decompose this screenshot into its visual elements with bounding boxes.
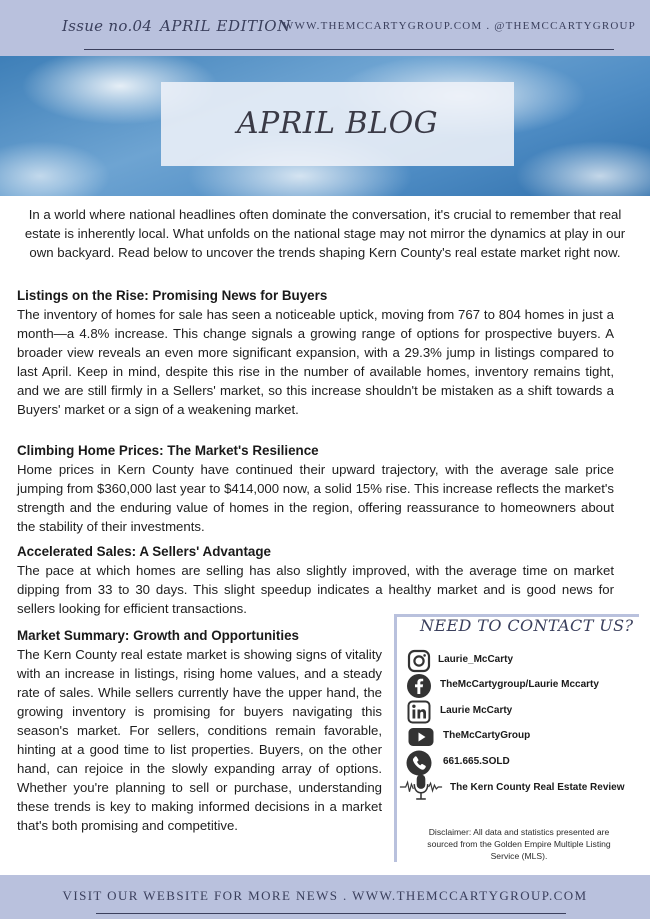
section-heading: Climbing Home Prices: The Market's Resilience — [17, 443, 319, 458]
header-divider — [84, 49, 614, 50]
instagram-icon — [406, 648, 432, 674]
section-sales — [17, 542, 614, 618]
header-website-link[interactable]: WWW.THEMCCARTYGROUP.COM . @THEMCCARTYGROUP — [282, 20, 636, 32]
header-bar — [0, 0, 650, 56]
intro-paragraph: In a world where national headlines often dominate the conversation, it's crucial to remember that real estate is inherently local. What unfolds on the national stage may not mirror the dynamics at play in our own backyard. Read below to uncover the trends shaping Kern County's real estate market right now. — [24, 207, 626, 260]
section-heading: Accelerated Sales: A Sellers' Advantage — [17, 544, 272, 559]
section-listings — [17, 286, 614, 419]
disclaimer-text: Disclaimer: All data and statistics presented are sourced from the Golden Empire Multiple Listing Service (MLS). — [427, 827, 611, 861]
facebook-icon — [406, 673, 432, 699]
podcast-name: The Kern County Real Estate Review — [450, 782, 625, 793]
section-body: The inventory of homes for sale has seen a noticeable uptick, moving from 767 to 804 homes in just a month—a 4.8% increase. This change signals a growing range of options for prospective buyers. A broader view reveals an even more significant expansion, with a 29.3% jump in listings compared to last April. Keep in mind, despite this rise in the number of available homes, inventory remains tight, and we are still firmly in a Sellers' market, so this increase shouldn't be mistaken as a shift towards a Buyers' market or a sign of a weakening market. — [17, 307, 614, 417]
phone-number: 661.665.SOLD — [443, 756, 510, 767]
youtube-handle: TheMcCartyGroup — [443, 730, 531, 741]
linkedin-handle: Laurie McCarty — [440, 705, 513, 716]
linkedin-icon — [406, 699, 432, 725]
youtube-icon — [405, 724, 437, 750]
sky-banner — [0, 56, 650, 196]
contact-side-border — [394, 614, 397, 862]
section-prices — [17, 441, 614, 536]
edition-label: APRIL EDITION — [160, 17, 291, 35]
page-title: APRIL BLOG — [236, 106, 439, 141]
section-body: The pace at which homes are selling has also slightly improved, with the average time on market dipping from 33 to 30 days. This slight speedup indicates a healthy market and is good news for sellers looking for efficient transactions. — [17, 563, 614, 616]
footer-website-link[interactable]: VISIT OUR WEBSITE FOR MORE NEWS . WWW.THEMCCARTYGROUP.COM — [62, 888, 588, 903]
section-summary — [17, 626, 382, 835]
podcast-microphone-icon — [398, 772, 444, 802]
footer-divider — [96, 913, 566, 914]
section-body: The Kern County real estate market is showing signs of vitality with an increase in listings, rising home values, and a steady rate of sales. While sellers currently have the upper hand, the growing inventory is promising for buyers navigating this season's market. For sellers, conditions remain favorable, hinting at a good time to list properties. Buyers, on the other hand, can rejoice in the slowly expanding array of options. Whether you're planning to sell or purchase, understanding these trends is key to making informed decisions in a market that's both promising and competitive. — [17, 647, 382, 833]
instagram-handle: Laurie_McCarty — [438, 654, 514, 665]
footer-bar — [0, 875, 650, 919]
section-heading: Listings on the Rise: Promising News for Buyers — [17, 288, 328, 303]
issue-number: Issue no.04 — [62, 17, 153, 35]
contact-title: NEED TO CONTACT US? — [420, 616, 634, 635]
contact-box — [394, 614, 639, 862]
section-body: Home prices in Kern County have continued their upward trajectory, with the average sale price jumping from $360,000 last year to $414,000 now, a solid 15% rise. This increase reflects the market's strength and the enduring value of homes in the region, offering reassurance to homeowners about the stability of their investments. — [17, 462, 614, 534]
facebook-handle: TheMcCartygroup/Laurie Mccarty — [440, 679, 599, 690]
section-heading: Market Summary: Growth and Opportunities — [17, 628, 299, 643]
